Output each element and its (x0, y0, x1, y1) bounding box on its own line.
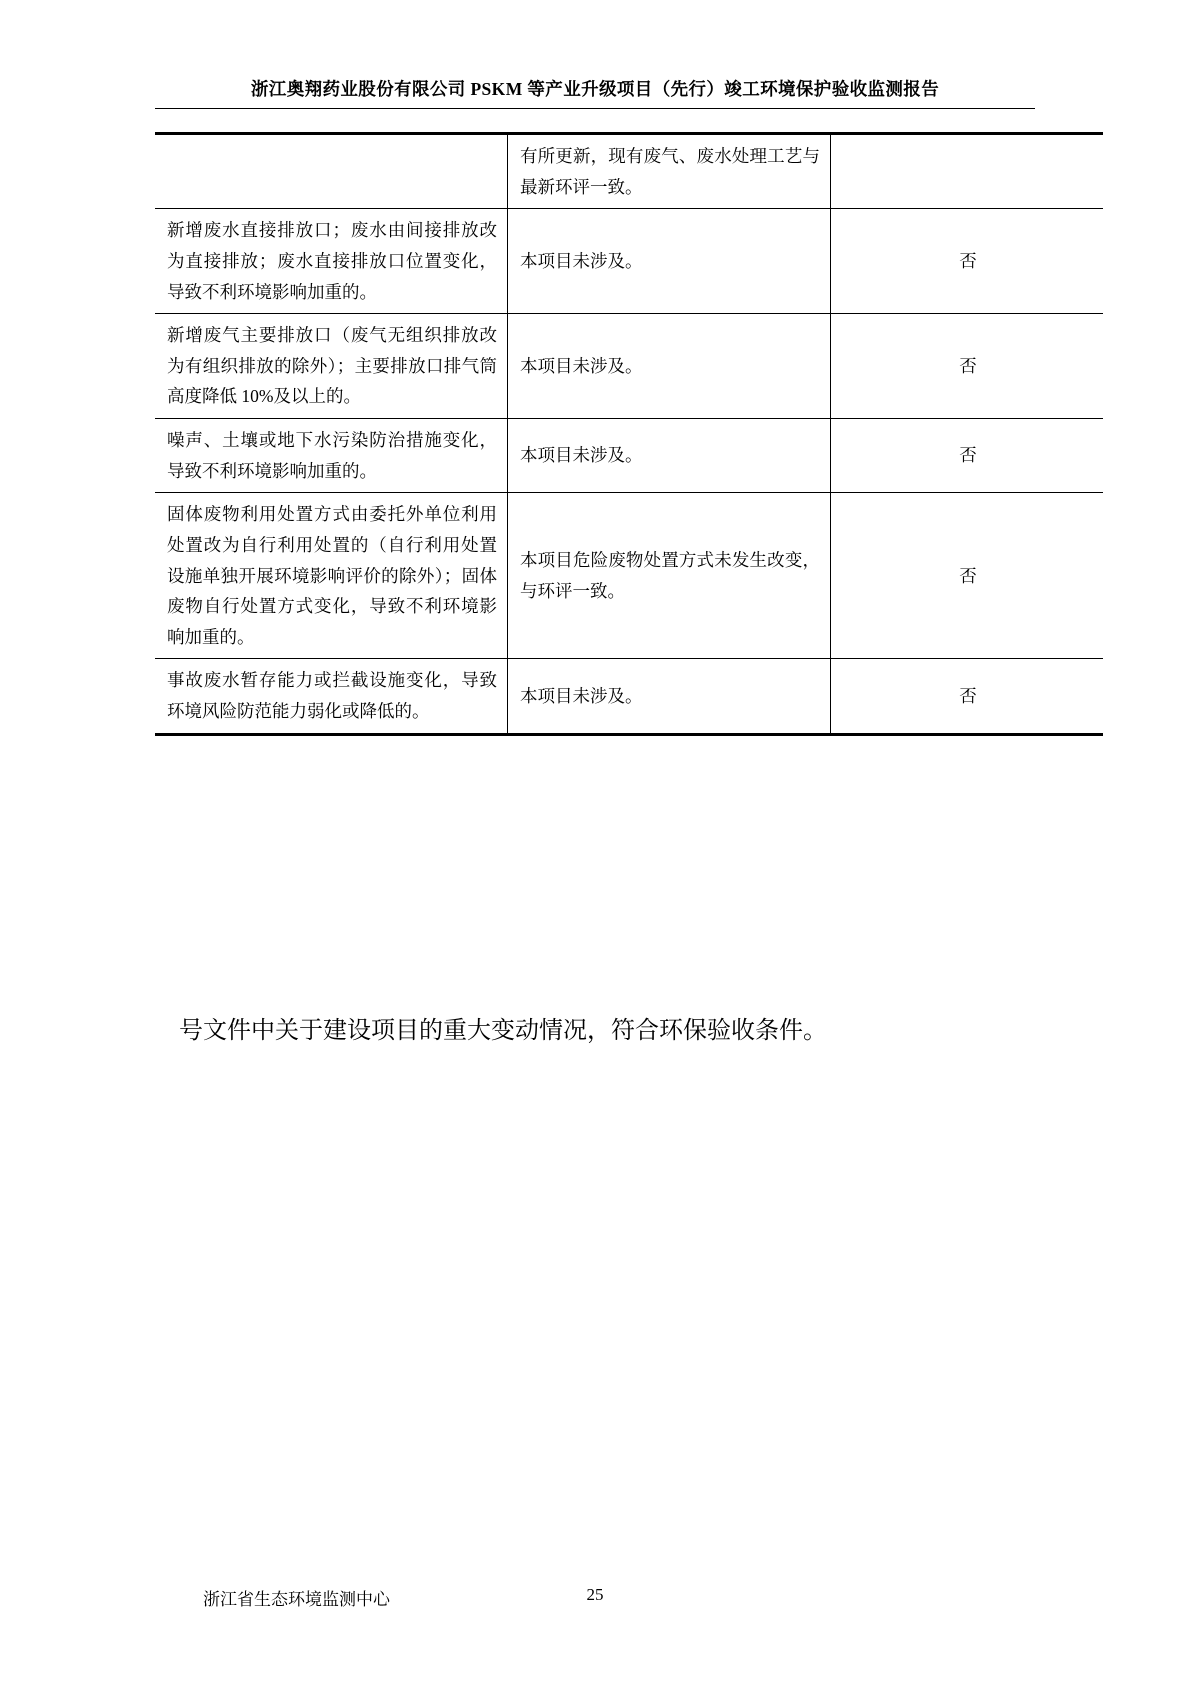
table-cell-result (831, 134, 1104, 209)
table-row (155, 314, 1103, 419)
major-change-table (155, 132, 1035, 736)
table-row (155, 419, 1103, 493)
page-header (155, 78, 1035, 101)
table-row (155, 134, 1103, 209)
table-cell-item: 新增废水直接排放口；废水由间接排放改为直接排放；废水直接排放口位置变化，导致不利环境影响加重的。 (155, 209, 508, 314)
table-cell-situation: 本项目未涉及。 (508, 209, 831, 314)
table-cell-situation: 本项目危险废物处置方式未发生改变，与环评一致。 (508, 493, 831, 659)
table-cell-item: 新增废气主要排放口（废气无组织排放改为有组织排放的除外）；主要排放口排气筒高度降低 10%及以上的。 (155, 314, 508, 419)
table-cell-result: 否 (831, 209, 1104, 314)
page-footer (155, 1585, 1035, 1609)
table-cell-result: 否 (831, 493, 1104, 659)
table-cell-situation: 本项目未涉及。 (508, 314, 831, 419)
table-cell-item (155, 134, 508, 209)
body-paragraph: 号文件中关于建设项目的重大变动情况，符合环保验收条件。 (179, 1018, 827, 1044)
table-row (155, 659, 1103, 734)
footer-organization: 浙江省生态环境监测中心 (203, 1590, 390, 1609)
table-row (155, 209, 1103, 314)
table-cell-item: 事故废水暂存能力或拦截设施变化，导致环境风险防范能力弱化或降低的。 (155, 659, 508, 734)
table-cell-situation: 本项目未涉及。 (508, 659, 831, 734)
table-cell-situation: 有所更新，现有废气、废水处理工艺与最新环评一致。 (508, 134, 831, 209)
table-cell-result: 否 (831, 314, 1104, 419)
table-cell-item: 噪声、土壤或地下水污染防治措施变化，导致不利环境影响加重的。 (155, 419, 508, 493)
table-cell-result: 否 (831, 419, 1104, 493)
table-cell-situation: 本项目未涉及。 (508, 419, 831, 493)
header-divider (155, 108, 1035, 109)
table-cell-item: 固体废物利用处置方式由委托外单位利用处置改为自行利用处置的（自行利用处置设施单独开展环境影响评价的除外）；固体废物自行处置方式变化，导致不利环境影响加重的。 (155, 493, 508, 659)
table-cell-result: 否 (831, 659, 1104, 734)
header-title: 浙江奥翔药业股份有限公司 PSKM 等产业升级项目（先行）竣工环境保护验收监测报告 (250, 79, 940, 99)
footer-page-number: 25 (586, 1585, 604, 1604)
table-row (155, 493, 1103, 659)
